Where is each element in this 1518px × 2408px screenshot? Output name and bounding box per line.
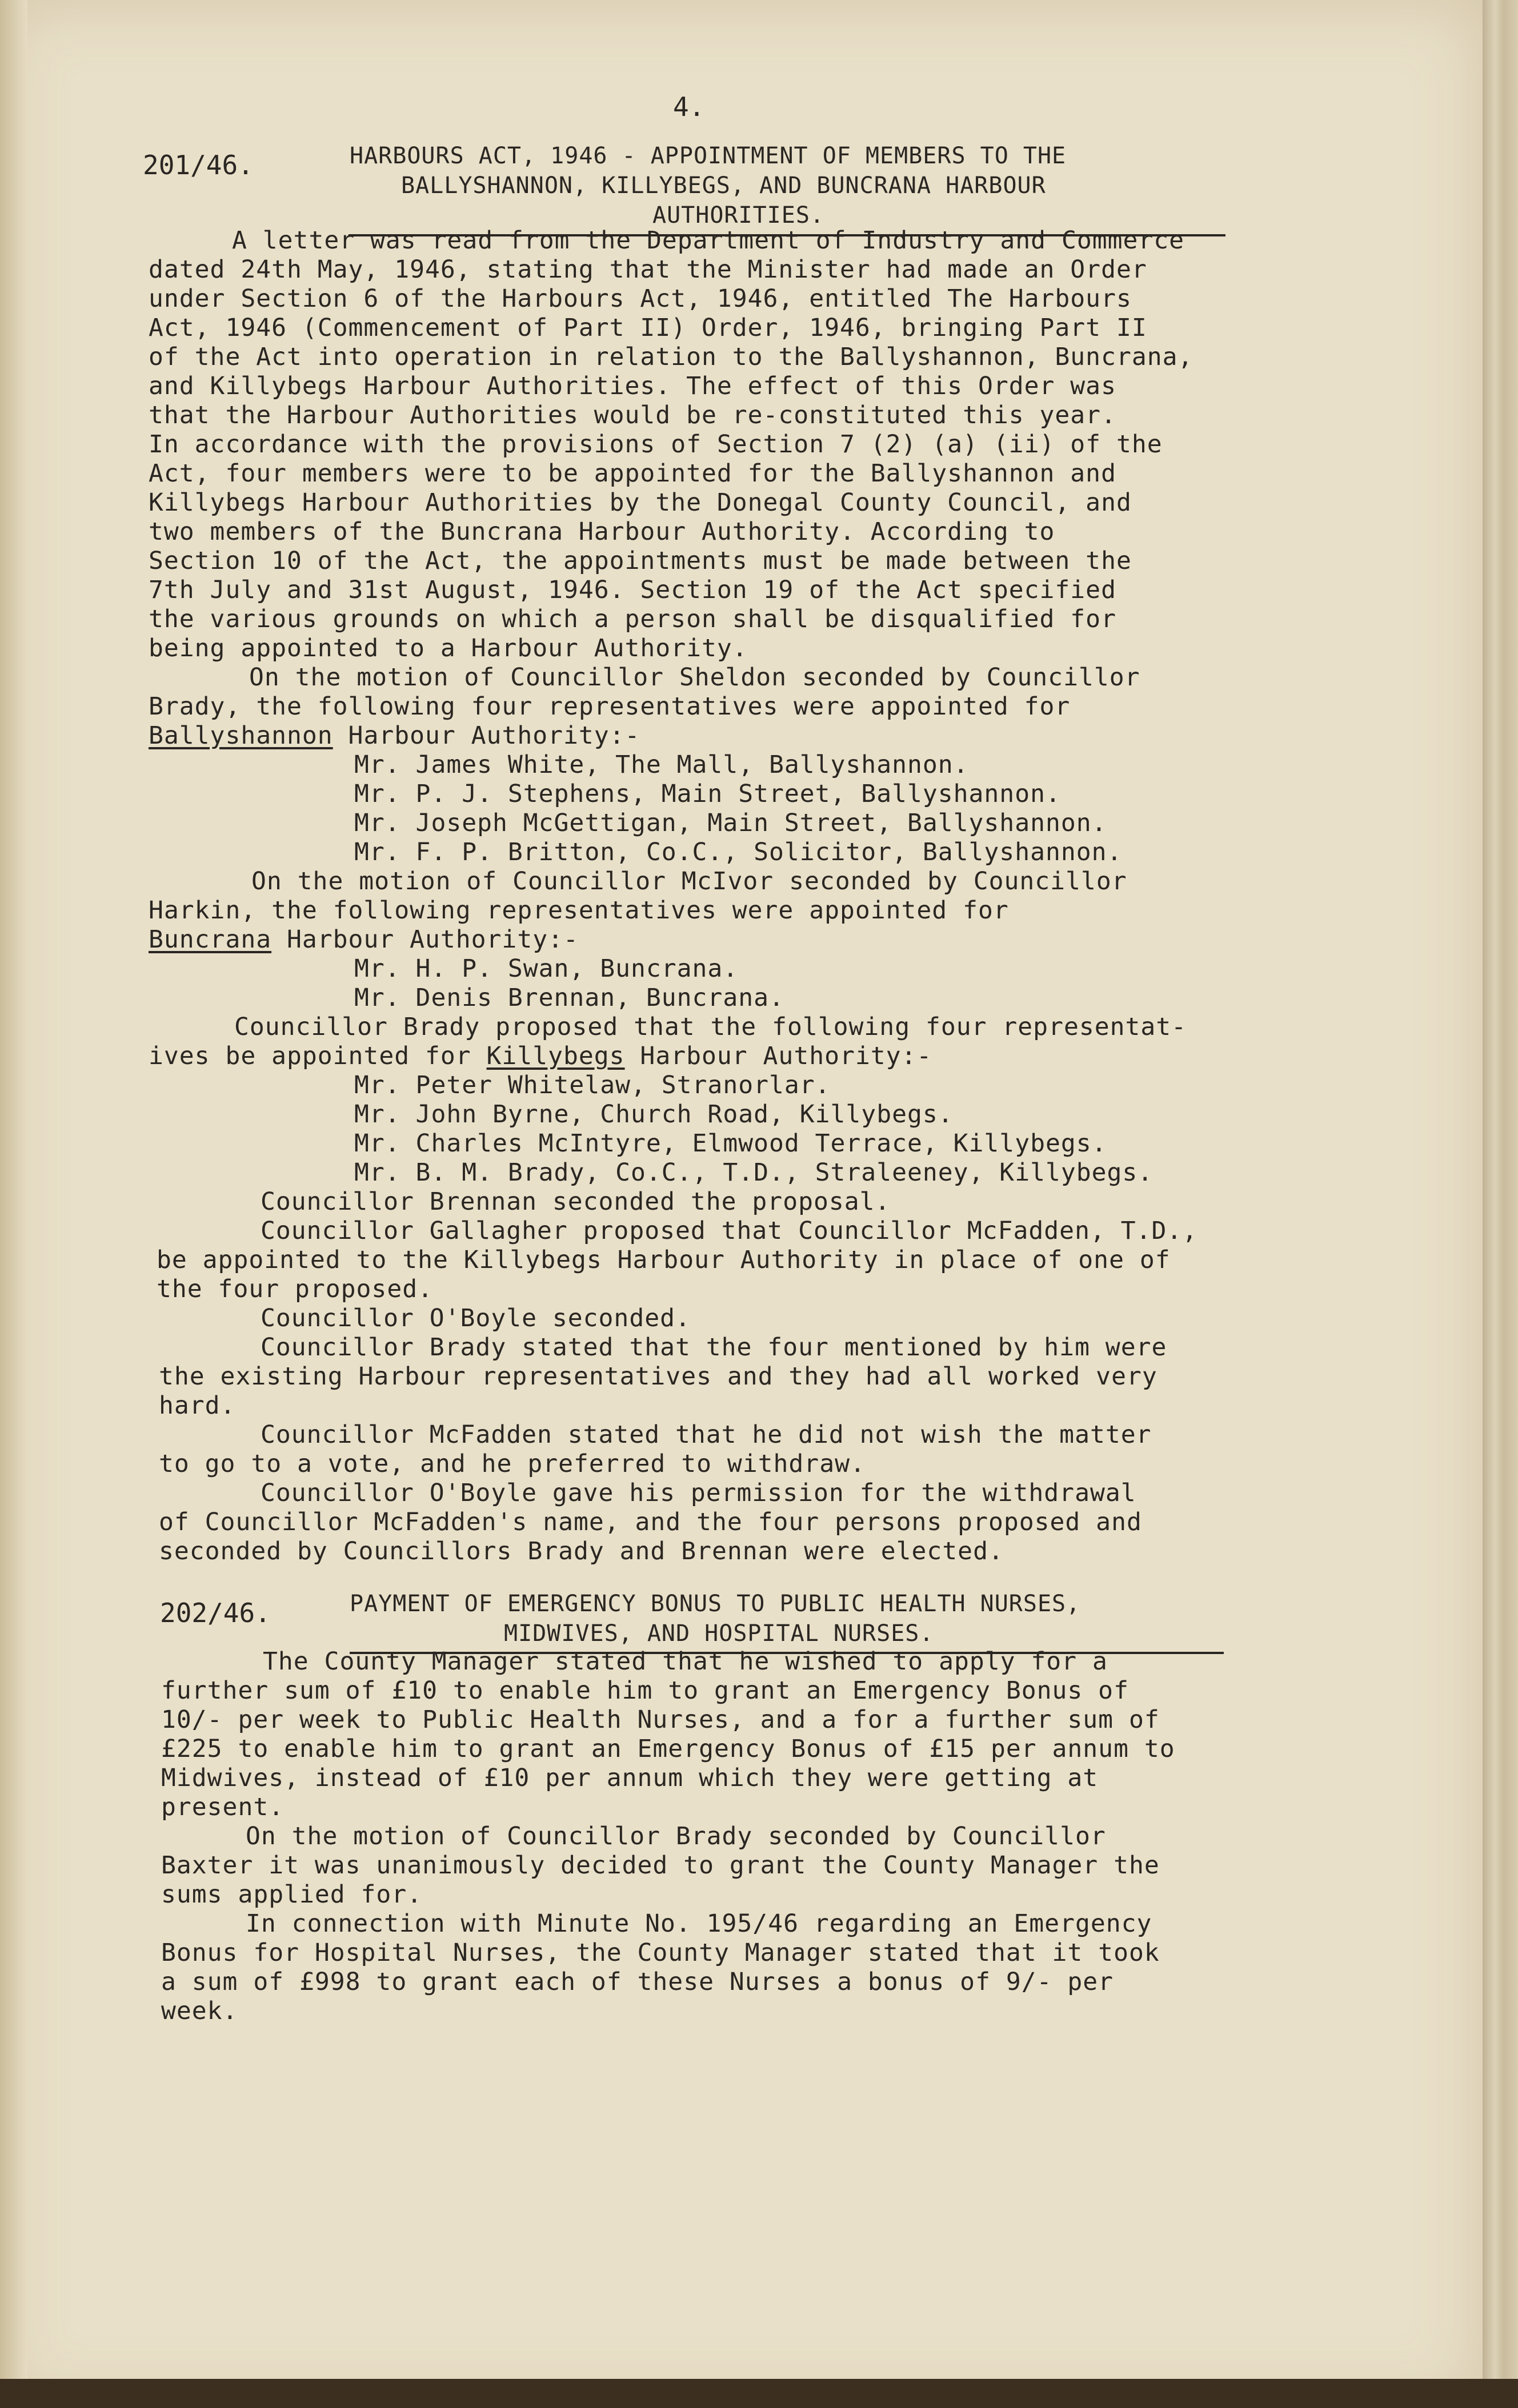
body-line: Baxter it was unanimously decided to grant the County Manager the xyxy=(161,1851,1160,1880)
body-line: two members of the Buncrana Harbour Authority. According to xyxy=(149,517,1055,546)
authority-line xyxy=(149,1042,932,1071)
body-line: to go to a vote, and he preferred to withdraw. xyxy=(159,1450,866,1478)
body-line: Councillor McFadden stated that he did not wish the matter xyxy=(261,1420,1152,1449)
body-line: and Killybegs Harbour Authorities. The effect of this Order was xyxy=(149,372,1116,400)
minute-heading-line: HARBOURS ACT, 1946 - APPOINTMENT OF MEMBERS TO THE xyxy=(350,143,1067,169)
body-line: Councillor O'Boyle gave his permission for the withdrawal xyxy=(261,1479,1136,1507)
body-line: Councillor Brennan seconded the proposal. xyxy=(261,1187,891,1216)
body-line: A letter was read from the Department of Industry and Commerce xyxy=(232,226,1185,255)
desk-surface xyxy=(0,2379,1518,2408)
authority-line xyxy=(149,721,640,751)
body-line: week. xyxy=(161,1997,238,2025)
killybegs-label: Killybegs xyxy=(486,1042,625,1070)
member-line: Mr. H. P. Swan, Buncrana. xyxy=(354,954,739,983)
member-line: Mr. Peter Whitelaw, Stranorlar. xyxy=(354,1071,831,1099)
body-line: 10/- per week to Public Health Nurses, and a for a further sum of xyxy=(161,1705,1160,1734)
member-line: Mr. Denis Brennan, Buncrana. xyxy=(354,984,784,1012)
body-line: Act, 1946 (Commencement of Part II) Order, 1946, bringing Part II xyxy=(149,314,1147,342)
body-line: The County Manager stated that he wished to apply for a xyxy=(263,1647,1108,1676)
body-line: Midwives, instead of £10 per annum which they were getting at xyxy=(161,1764,1099,1792)
body-line: Killybegs Harbour Authorities by the Donegal County Council, and xyxy=(149,488,1132,517)
authority-suffix: Harbour Authority:- xyxy=(271,925,579,954)
body-line: Bonus for Hospital Nurses, the County Manager stated that it took xyxy=(161,1939,1160,1967)
authority-line xyxy=(149,925,579,954)
ballyshannon-label: Ballyshannon xyxy=(149,721,333,750)
body-line: 7th July and 31st August, 1946. Section 19 of the Act specified xyxy=(149,576,1116,604)
body-line: On the motion of Councillor Sheldon seconded by Councillor xyxy=(249,663,1140,692)
body-line: Councillor O'Boyle seconded. xyxy=(261,1304,691,1333)
body-line: In connection with Minute No. 195/46 regarding an Emergency xyxy=(246,1909,1152,1938)
body-line: On the motion of Councillor McIvor seconded by Councillor xyxy=(251,867,1127,896)
minute-heading-line: PAYMENT OF EMERGENCY BONUS TO PUBLIC HEALTH NURSES, xyxy=(350,1591,1081,1617)
minute-heading-line: AUTHORITIES. xyxy=(652,202,824,228)
body-line: Councillor Brady proposed that the following four representat- xyxy=(234,1013,1187,1041)
body-line: that the Harbour Authorities would be re-constituted this year. xyxy=(149,401,1116,430)
body-line: Brady, the following four representatives were appointed for xyxy=(149,692,1071,721)
body-line: Act, four members were to be appointed for the Ballyshannon and xyxy=(149,459,1116,488)
body-line: of the Act into operation in relation to the Ballyshannon, Buncrana, xyxy=(149,343,1193,371)
body-line: On the motion of Councillor Brady seconded by Councillor xyxy=(246,1822,1106,1851)
page-edge xyxy=(1483,0,1518,2408)
member-line: Mr. James White, The Mall, Ballyshannon. xyxy=(354,751,969,779)
body-text: ives be appointed for xyxy=(149,1042,487,1070)
body-line: seconded by Councillors Brady and Brennan were elected. xyxy=(159,1537,1004,1566)
member-line: Mr. F. P. Britton, Co.C., Solicitor, Ballyshannon. xyxy=(354,838,1123,866)
minute-heading-line: BALLYSHANNON, KILLYBEGS, AND BUNCRANA HARBOUR xyxy=(401,172,1046,199)
buncrana-label: Buncrana xyxy=(149,925,272,954)
member-line: Mr. P. J. Stephens, Main Street, Ballyshannon. xyxy=(354,780,1061,808)
body-line: the four proposed. xyxy=(157,1275,433,1303)
authority-suffix: Harbour Authority:- xyxy=(333,721,640,750)
body-line: Councillor Gallagher proposed that Councillor McFadden, T.D., xyxy=(261,1217,1198,1245)
body-line: present. xyxy=(161,1793,285,1821)
body-line: Section 10 of the Act, the appointments must be made between the xyxy=(149,547,1132,575)
authority-suffix: Harbour Authority:- xyxy=(624,1042,932,1070)
body-line: be appointed to the Killybegs Harbour Authority in place of one of xyxy=(157,1246,1171,1274)
body-line: sums applied for. xyxy=(161,1880,423,1909)
body-line: Harkin, the following representatives were appointed for xyxy=(149,896,1009,925)
minute-heading-line: MIDWIVES, AND HOSPITAL NURSES. xyxy=(504,1620,934,1647)
body-line: £225 to enable him to grant an Emergency Bonus of £15 per annum to xyxy=(161,1735,1175,1763)
member-line: Mr. B. M. Brady, Co.C., T.D., Straleeney, Killybegs. xyxy=(354,1158,1153,1187)
body-line: In accordance with the provisions of Section 7 (2) (a) (ii) of the xyxy=(149,430,1163,459)
body-line: Councillor Brady stated that the four mentioned by him were xyxy=(261,1333,1167,1362)
member-line: Mr. John Byrne, Church Road, Killybegs. xyxy=(354,1100,954,1129)
minute-number: 202/46. xyxy=(160,1598,271,1628)
body-line: dated 24th May, 1946, stating that the Minister had made an Order xyxy=(149,255,1147,284)
body-line: the existing Harbour representatives and they had all worked very xyxy=(159,1362,1157,1391)
body-line: further sum of £10 to enable him to grant an Emergency Bonus of xyxy=(161,1676,1129,1705)
member-line: Mr. Charles McIntyre, Elmwood Terrace, Killybegs. xyxy=(354,1129,1107,1158)
body-line: hard. xyxy=(159,1391,236,1420)
page-binding xyxy=(0,0,27,2408)
minute-number: 201/46. xyxy=(143,150,254,180)
member-line: Mr. Joseph McGettigan, Main Street, Ballyshannon. xyxy=(354,809,1107,837)
page-number: 4. xyxy=(673,91,705,122)
body-line: of Councillor McFadden's name, and the four persons proposed and xyxy=(159,1508,1142,1536)
body-line: a sum of £998 to grant each of these Nurses a bonus of 9/- per xyxy=(161,1968,1114,1996)
body-line: being appointed to a Harbour Authority. xyxy=(149,634,748,663)
body-line: the various grounds on which a person shall be disqualified for xyxy=(149,605,1116,633)
body-line: under Section 6 of the Harbours Act, 1946, entitled The Harbours xyxy=(149,284,1132,313)
